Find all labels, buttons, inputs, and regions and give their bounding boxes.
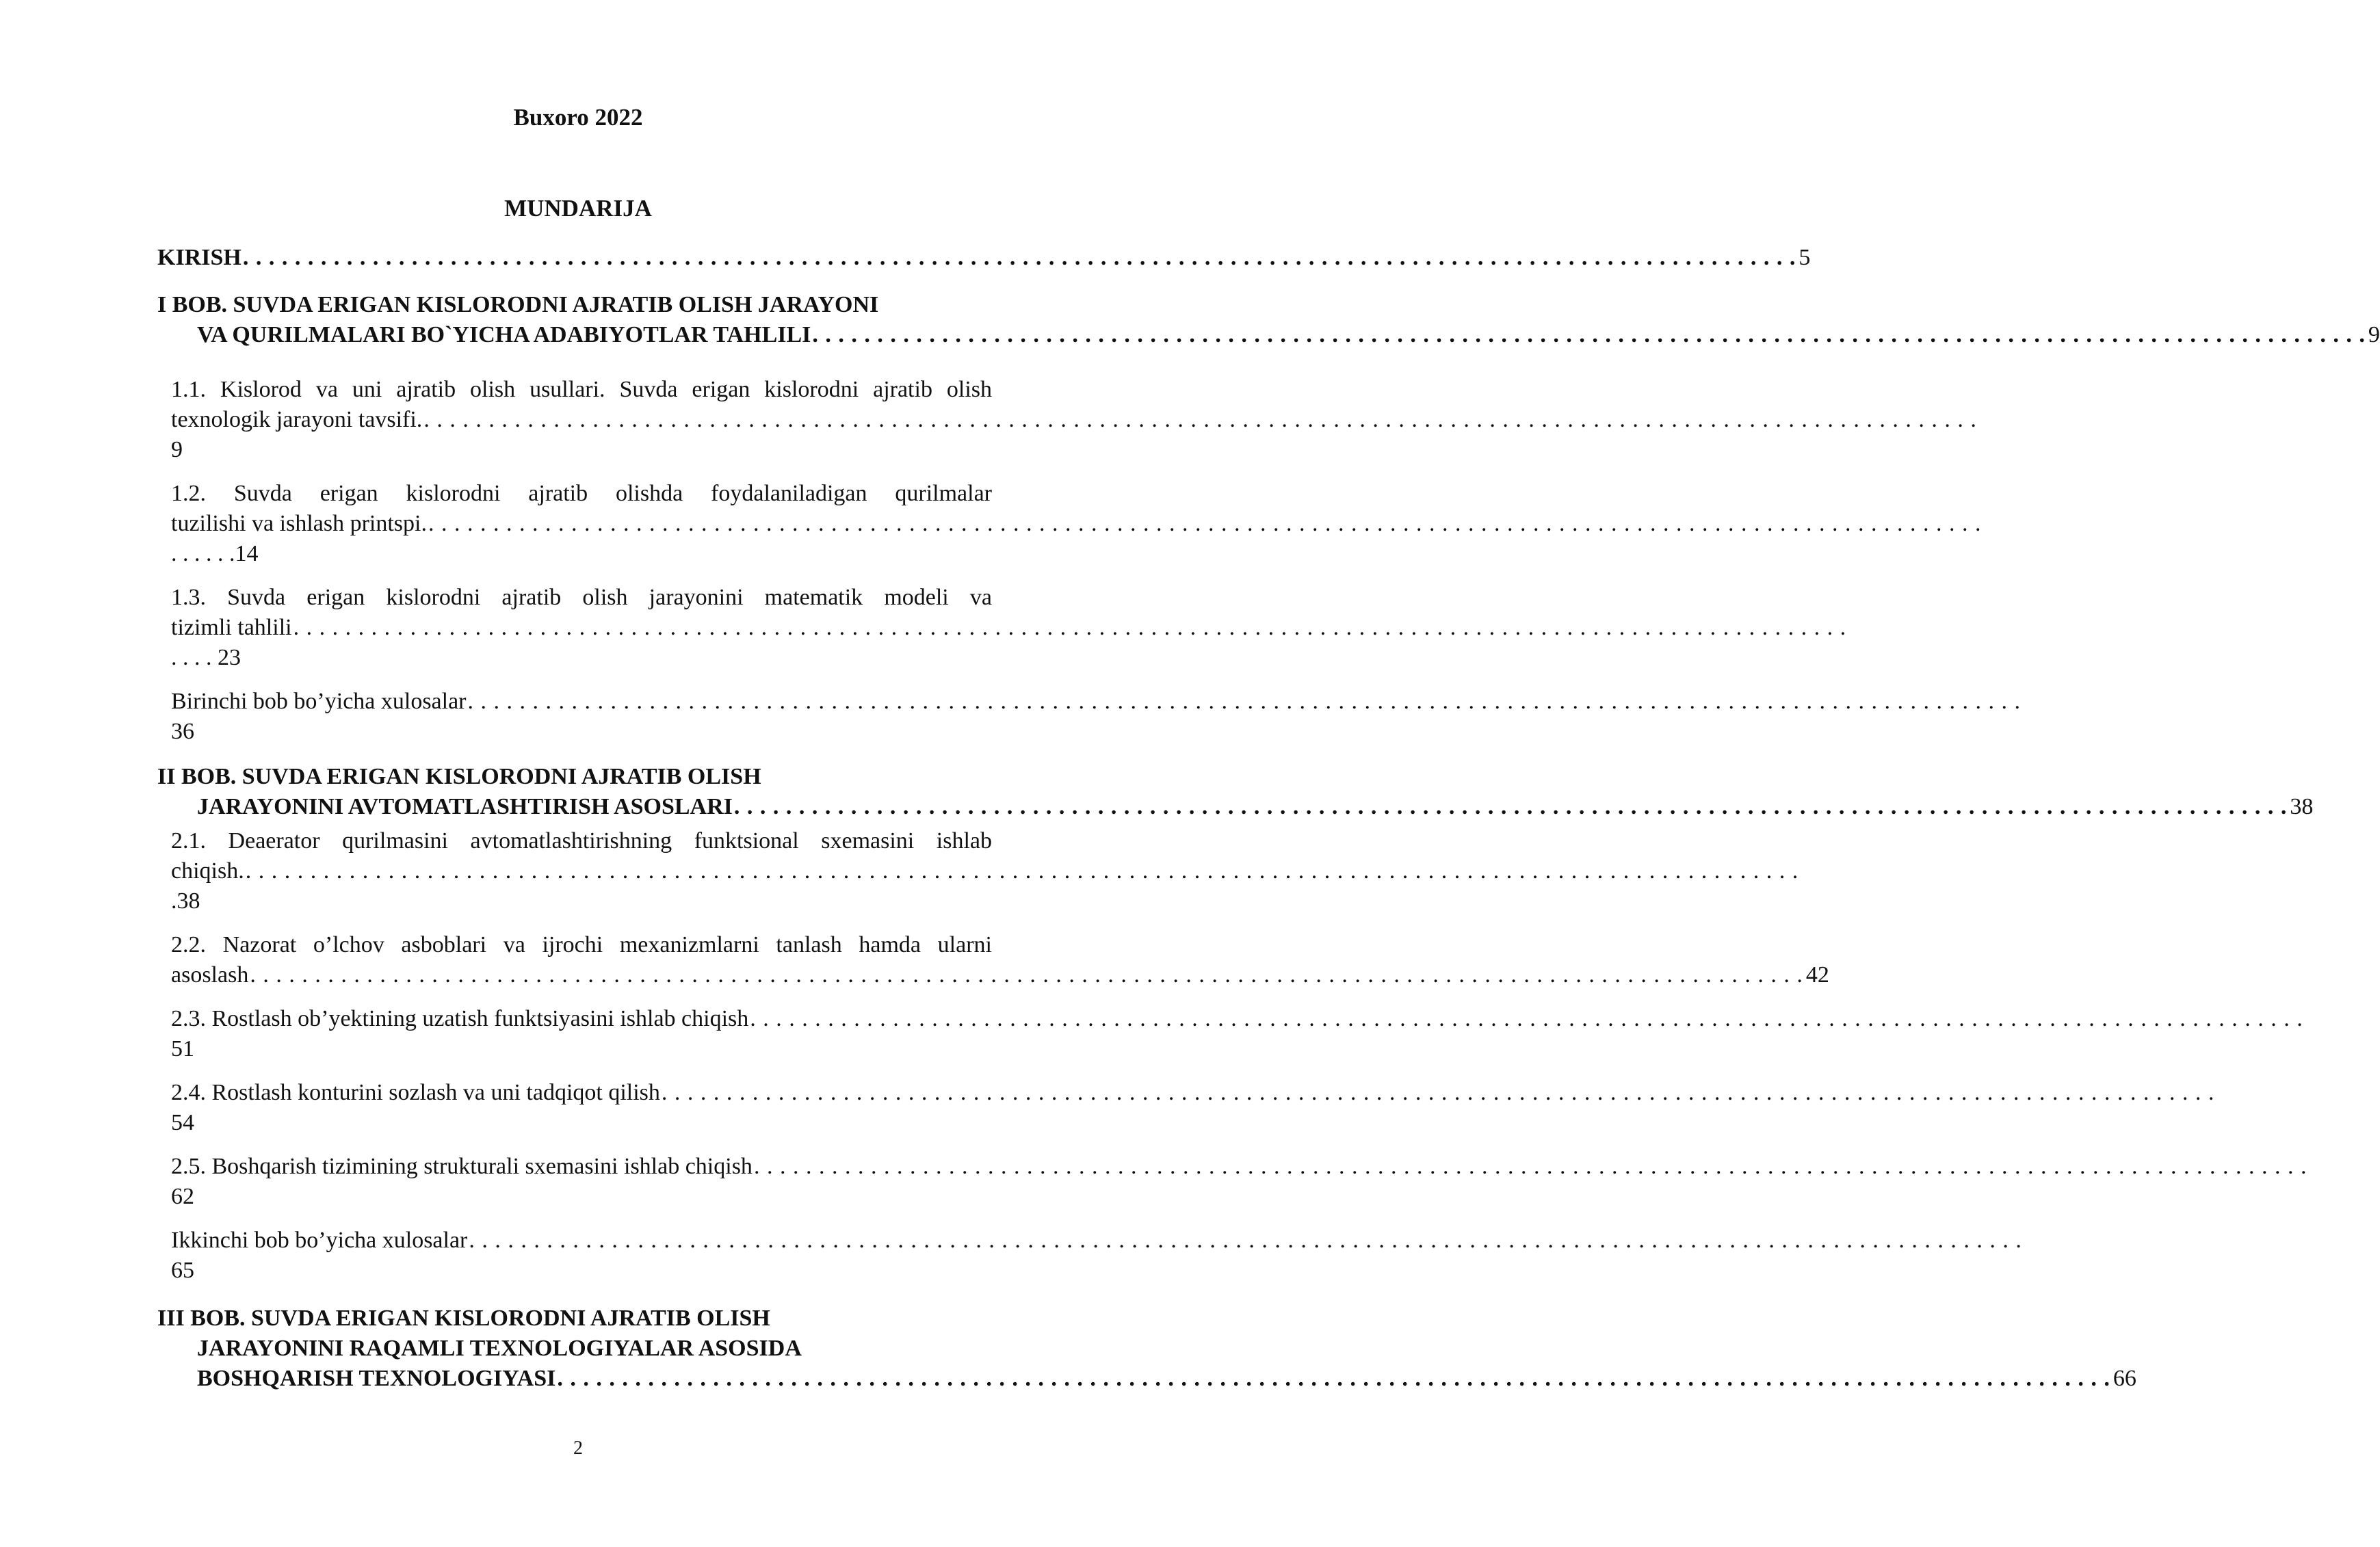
toc-entry-conclusion-2[interactable]	[171, 1226, 2022, 1286]
toc-entry-2-2[interactable]	[171, 930, 1829, 990]
leader-dots: . . . . . . . . . . . . . . . . . . . . . . . . . . . . . . . . . . . . . . . . . . . . . . . . . . . . . . . . . . . . . . . . . . . . . . . . . . . . . . . . . . . . . . . . . . . . . . . . . . . . . . . . . . . . . . . . . . . . . . . .	[661, 1080, 2215, 1105]
toc-entry-chapter-2[interactable]	[157, 762, 2314, 822]
entry-line: Birinchi bob bo’yicha xulosalar	[171, 689, 467, 714]
leader-dots: . . . . . . . . . . . . . . . . . . . . . . . . . . . . . . . . . . . . . . . . . . . . . . . . . . . . . . . . . . . . . . . . . . . . . . . . . . . . . . . . . . . . . . . . . . . . . . . . . . . . . . . . . . . . . . . . . . . . . . . .	[812, 322, 2366, 347]
leader-dots: . . . . . . . . . . . . . . . . . . . . . . . . . . . . . . . . . . . . . . . . . . . . . . . . . . . . . . . . . . . . . . . . . . . . . . . . . . . . . . . . . . . . . . . . . . . . . . . . . . . . . . . . . . . . . . . . . . . . . . . .	[467, 689, 2022, 714]
toc-entry-page: 42	[1805, 962, 1829, 988]
entry-line: 2.2. Nazorat o’lchov asboblari va ijrochi mexanizmlarni tanlash hamda ularni	[171, 932, 992, 957]
entry-line: 1.2. Suvda erigan kislorodni ajratib olishda foydalaniladigan qurilmalar	[171, 481, 992, 506]
toc-entry-page: 36	[171, 719, 194, 744]
leader-dots: . . . . . . . . . . . . . . . . . . . . . . . . . . . . . . . . . . . . . . . . . . . . . . . . . . . . . . . . . . . . . . . . . . . . . . . . . . . . . . . . . . . . . . . . . . . . . . . . . . . . . . . . . . . . . . . . . . . . . . . .	[428, 511, 1982, 536]
toc-entry-page: 9	[2368, 322, 2380, 347]
page-number: 2	[573, 1438, 583, 1459]
chapter-title-line: JARAYONINI AVTOMATLASHTIRISH ASOSLARI	[197, 794, 733, 819]
chapter-title-line: BOSHQARISH TEXNOLOGIYASI	[197, 1366, 556, 1391]
toc-entry-page: . . . . . .14	[171, 541, 259, 566]
entry-line: 1.3. Suvda erigan kislorodni ajratib olish jarayonini matematik modeli va	[171, 585, 992, 610]
entry-line: texnologik jarayoni tavsifi.	[171, 407, 423, 432]
leader-dots: . . . . . . . . . . . . . . . . . . . . . . . . . . . . . . . . . . . . . . . . . . . . . . . . . . . . . . . . . . . . . . . . . . . . . . . . . . . . . . . . . . . . . . . . . . . . . . . . . . . . . . . . . . . . . . . . . . . . . . . .	[250, 962, 1803, 988]
entry-line: 2.4. Rostlash konturini sozlash va uni tadqiqot qilish	[171, 1080, 660, 1105]
chapter-title-line: I BOB. SUVDA ERIGAN KISLORODNI AJRATIB OLISH JARAYONI	[157, 292, 879, 317]
toc-heading: MUNDARIJA	[504, 195, 652, 222]
toc-entry-page: 62	[171, 1184, 194, 1209]
leader-dots: . . . . . . . . . . . . . . . . . . . . . . . . . . . . . . . . . . . . . . . . . . . . . . . . . . . . . . . . . . . . . . . . . . . . . . . . . . . . . . . . . . . . . . . . . . . . . . . . . . . . . . . . . . . . . . . . . . . . . . . .	[753, 1154, 2307, 1179]
toc-entry-intro[interactable]	[157, 243, 1811, 273]
toc-entry-page: 66	[2113, 1366, 2136, 1391]
toc-entry-page: 38	[2290, 794, 2314, 819]
leader-dots: . . . . . . . . . . . . . . . . . . . . . . . . . . . . . . . . . . . . . . . . . . . . . . . . . . . . . . . . . . . . . . . . . . . . . . . . . . . . . . . . . . . . . . . . . . . . . . . . . . . . . . . . . . . . . . . . . . . . . . . .	[750, 1006, 2303, 1031]
toc-entry-2-3[interactable]	[171, 1004, 2303, 1064]
toc-entry-title: KIRISH	[157, 245, 241, 270]
city-year: Buxoro 2022	[513, 104, 643, 131]
leader-dots: . . . . . . . . . . . . . . . . . . . . . . . . . . . . . . . . . . . . . . . . . . . . . . . . . . . . . . . . . . . . . . . . . . . . . . . . . . . . . . . . . . . . . . . . . . . . . . . . . . . . . . . . . . . . . . . . . . . . . . . .	[557, 1366, 2110, 1391]
toc-entry-page: . . . . 23	[171, 645, 241, 670]
leader-dots: . . . . . . . . . . . . . . . . . . . . . . . . . . . . . . . . . . . . . . . . . . . . . . . . . . . . . . . . . . . . . . . . . . . . . . . . . . . . . . . . . . . . . . . . . . . . . . . . . . . . . . . . . . . . . . . . . . . . . . . .	[423, 407, 1977, 432]
toc-entry-1-2[interactable]	[171, 479, 1982, 569]
chapter-title-line: VA QURILMALARI BO`YICHA ADABIYOTLAR TAHLILI	[197, 322, 811, 347]
entry-line: Ikkinchi bob bo’yicha xulosalar	[171, 1228, 468, 1253]
chapter-title-line: II BOB. SUVDA ERIGAN KISLORODNI AJRATIB OLISH	[157, 764, 761, 789]
leader-dots: . . . . . . . . . . . . . . . . . . . . . . . . . . . . . . . . . . . . . . . . . . . . . . . . . . . . . . . . . . . . . . . . . . . . . . . . . . . . . . . . . . . . . . . . . . . . . . . . . . . . . . . . . . . . . . . . . . . . . . . .	[293, 615, 1847, 640]
leader-dots: . . . . . . . . . . . . . . . . . . . . . . . . . . . . . . . . . . . . . . . . . . . . . . . . . . . . . . . . . . . . . . . . . . . . . . . . . . . . . . . . . . . . . . . . . . . . . . . . . . . . . . . . . . . . . . . . . . . . . . . .	[469, 1228, 2022, 1253]
toc-entry-2-4[interactable]	[171, 1078, 2215, 1138]
toc-entry-2-1[interactable]	[171, 826, 1799, 916]
entry-line: tizimli tahlili	[171, 615, 292, 640]
leader-dots: . . . . . . . . . . . . . . . . . . . . . . . . . . . . . . . . . . . . . . . . . . . . . . . . . . . . . . . . . . . . . . . . . . . . . . . . . . . . . . . . . . . . . . . . . . . . . . . . . . . . . . . . . . . . . . . . . . . . . . . .	[245, 858, 1799, 884]
toc-entry-page: 65	[171, 1258, 194, 1283]
toc-entry-1-3[interactable]	[171, 583, 1847, 673]
toc-entry-page: 51	[171, 1036, 194, 1061]
entry-line: 2.3. Rostlash ob’yektining uzatish funktsiyasini ishlab chiqish	[171, 1006, 749, 1031]
chapter-title-line: III BOB. SUVDA ERIGAN KISLORODNI AJRATIB OLISH	[157, 1306, 770, 1331]
toc-entry-page: 5	[1799, 245, 1811, 270]
toc-entry-2-5[interactable]	[171, 1152, 2307, 1212]
toc-entry-page: .38	[171, 888, 200, 914]
entry-line: chiqish.	[171, 858, 244, 884]
entry-line: 2.1. Deaerator qurilmasini avtomatlashtirishning funktsional sxemasini ishlab	[171, 828, 992, 854]
entry-line: asoslash	[171, 962, 249, 988]
toc-entry-chapter-3[interactable]	[157, 1304, 2136, 1394]
toc-entry-chapter-1[interactable]	[157, 290, 2380, 350]
toc-entry-page: 9	[171, 437, 183, 462]
toc-entry-page: 54	[171, 1110, 194, 1135]
entry-line: tuzilishi va ishlash printspi.	[171, 511, 427, 536]
chapter-title-line: JARAYONINI RAQAMLI TEXNOLOGIYALAR ASOSIDA	[197, 1336, 802, 1361]
entry-line: 2.5. Boshqarish tizimining strukturali sxemasini ishlab chiqish	[171, 1154, 753, 1179]
leader-dots: . . . . . . . . . . . . . . . . . . . . . . . . . . . . . . . . . . . . . . . . . . . . . . . . . . . . . . . . . . . . . . . . . . . . . . . . . . . . . . . . . . . . . . . . . . . . . . . . . . . . . . . . . . . . . . . . . . . . . . . .	[733, 794, 2288, 819]
toc-entry-1-1[interactable]	[171, 375, 1977, 465]
toc-entry-conclusion-1[interactable]	[171, 687, 2022, 747]
entry-line: 1.1. Kislorod va uni ajratib olish usullari. Suvda erigan kislorodni ajratib olish	[171, 377, 992, 402]
leader-dots: . . . . . . . . . . . . . . . . . . . . . . . . . . . . . . . . . . . . . . . . . . . . . . . . . . . . . . . . . . . . . . . . . . . . . . . . . . . . . . . . . . . . . . . . . . . . . . . . . . . . . . . . . . . . . . . . . . . . . . . .	[242, 245, 1796, 270]
